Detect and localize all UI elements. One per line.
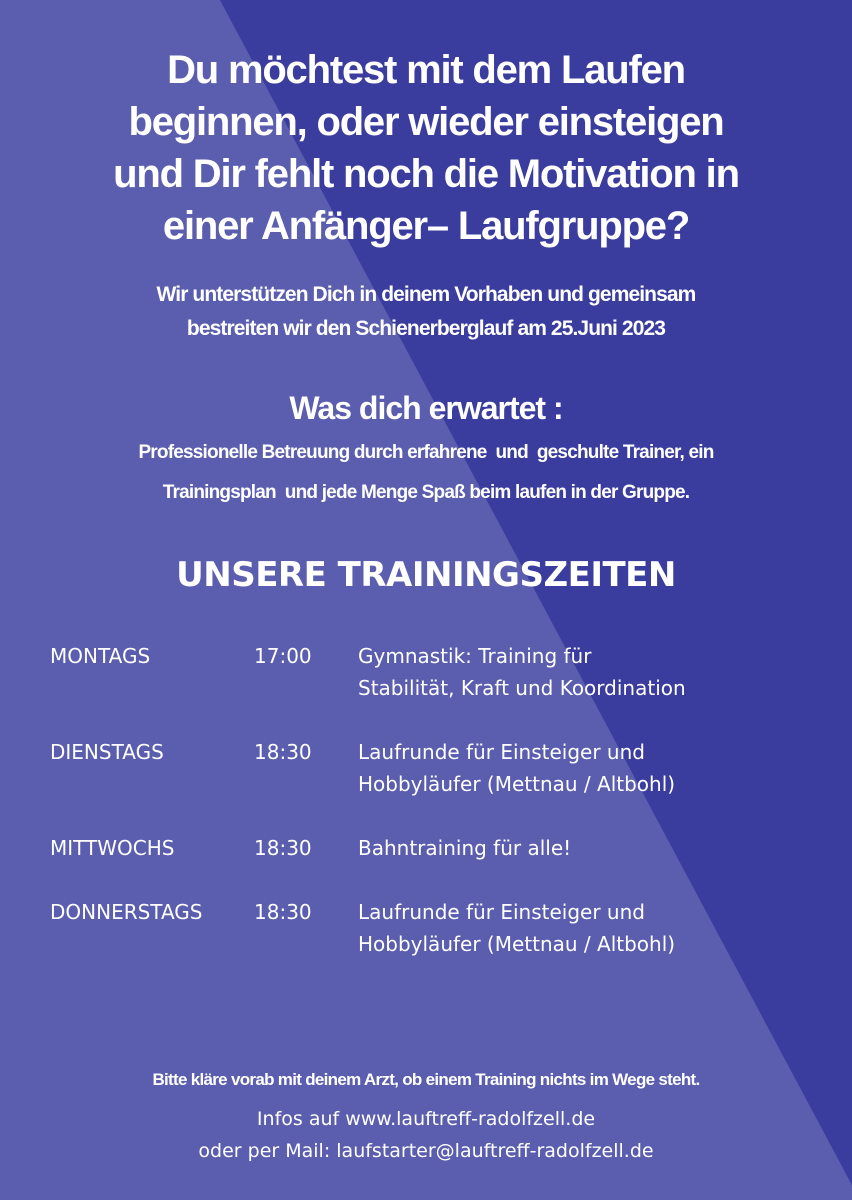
expect-title: Was dich erwartet : (289, 390, 563, 426)
schedule-day: MONTAGS (50, 644, 151, 668)
subline-line-2: bestreiten wir den Schienerberglauf am 25.Juni 2023 (186, 317, 666, 340)
footer-website: Infos auf www.lauftreff-radolfzell.de (256, 1108, 596, 1130)
headline-line-1: Du möchtest mit dem Laufen (167, 48, 685, 92)
schedule-time: 18:30 (254, 740, 312, 764)
schedule-table (50, 640, 810, 960)
schedule-description (358, 640, 798, 704)
schedule-day: DONNERSTAGS (50, 900, 203, 924)
schedule-day: DIENSTAGS (50, 740, 164, 764)
expect-line-2: Trainingsplan und jede Menge Spaß beim laufen in der Gruppe. (162, 482, 690, 503)
expect-line-1: Professionelle Betreuung durch erfahrene und geschulte Trainer, ein (138, 442, 714, 463)
schedule-description-line-2: Hobbyläufer (Mettnau / Altbohl) (358, 932, 676, 956)
schedule-day: MITTWOCHS (50, 836, 175, 860)
schedule-description-line-1: Gymnastik: Training für (358, 644, 592, 668)
headline-line-3: und Dir fehlt noch die Motivation in (113, 152, 739, 196)
schedule-description (358, 736, 798, 800)
headline (30, 44, 822, 252)
schedule-time: 17:00 (254, 644, 312, 668)
schedule-time: 18:30 (254, 836, 312, 860)
schedule-description-line-1: Laufrunde für Einsteiger und (358, 900, 645, 924)
headline-line-2: beginnen, oder wieder einsteigen (128, 100, 724, 144)
schedule-row (50, 640, 810, 736)
schedule-description-line-2: Stabilität, Kraft und Koordination (358, 676, 686, 700)
schedule-description (358, 896, 798, 960)
schedule-row (50, 832, 810, 896)
expect-text (30, 433, 822, 513)
schedule-description-line-1: Bahntraining für alle! (358, 836, 572, 860)
schedule-row (50, 736, 810, 832)
schedule-description-line-2: Hobbyläufer (Mettnau / Altbohl) (358, 772, 676, 796)
schedule-description (358, 832, 798, 864)
footer-note: Bitte kläre vorab mit deinem Arzt, ob einem Training nichts im Wege steht. (152, 1070, 700, 1089)
footer-email: oder per Mail: laufstarter@lauftreff-radolfzell.de (198, 1140, 654, 1162)
schedule-title: UNSERE TRAININGSZEITEN (176, 555, 676, 595)
footer-info (30, 1103, 822, 1167)
schedule-time: 18:30 (254, 900, 312, 924)
subline (30, 278, 822, 346)
schedule-description-line-1: Laufrunde für Einsteiger und (358, 740, 645, 764)
subline-line-1: Wir unterstützen Dich in deinem Vorhaben und gemeinsam (156, 283, 696, 306)
headline-line-4: einer Anfänger– Laufgruppe? (162, 204, 690, 248)
schedule-row (50, 896, 810, 960)
